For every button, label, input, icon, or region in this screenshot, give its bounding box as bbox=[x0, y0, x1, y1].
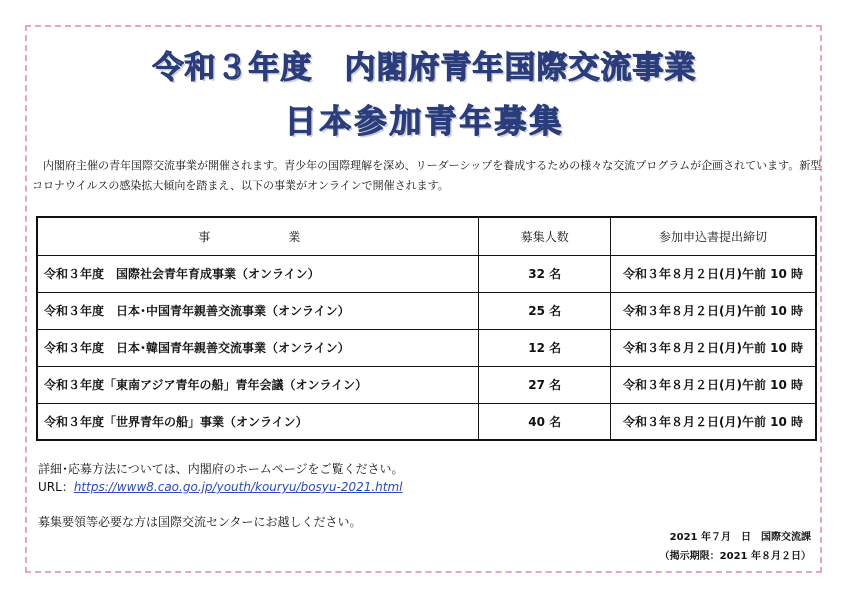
details-section bbox=[38, 460, 404, 496]
url-line bbox=[38, 478, 404, 496]
event-deadline: 令和３年８月２日(月)午前 10 時 bbox=[611, 329, 816, 366]
url-link[interactable]: https://www8.cao.go.jp/youth/kouryu/bosyu-2021.html bbox=[73, 480, 403, 494]
event-deadline: 令和３年８月２日(月)午前 10 時 bbox=[611, 366, 816, 403]
page-title: 令和３年度 内閣府青年国際交流事業 bbox=[152, 50, 697, 86]
table-header-row bbox=[37, 217, 816, 255]
header-count: 募集人数 bbox=[479, 217, 611, 255]
event-count: 25 名 bbox=[479, 292, 611, 329]
event-name: 令和３年度 日本･韓国青年親善交流事業（オンライン） bbox=[37, 329, 479, 366]
event-count: 12 名 bbox=[479, 329, 611, 366]
event-deadline: 令和３年８月２日(月)午前 10 時 bbox=[611, 255, 816, 292]
table-row bbox=[37, 366, 816, 403]
header-deadline: 参加申込書提出締切 bbox=[611, 217, 816, 255]
event-count: 32 名 bbox=[479, 255, 611, 292]
url-label: URL： bbox=[38, 480, 74, 494]
event-name: 令和３年度 国際社会青年育成事業（オンライン） bbox=[37, 255, 479, 292]
event-deadline: 令和３年８月２日(月)午前 10 時 bbox=[611, 403, 816, 440]
posting-period: （掲示期限：2021 年８月２日） bbox=[659, 551, 811, 562]
intro-paragraph: 内閣府主催の青年国際交流事業が開催されます。青少年の国際理解を深め、リーダーシップを養成するための様々な交流プログラムが企画されています。新型コロナウイルスの感染拡大傾向を踏まえ、以下の事業がオンラインで開催されます。 bbox=[32, 159, 822, 192]
contact-note: 募集要領等必要な方は国際交流センターにお越しください。 bbox=[38, 515, 362, 529]
event-count: 27 名 bbox=[479, 366, 611, 403]
table-row bbox=[37, 292, 816, 329]
events-table bbox=[36, 216, 817, 441]
event-deadline: 令和３年８月２日(月)午前 10 時 bbox=[611, 292, 816, 329]
table-row bbox=[37, 403, 816, 440]
event-name: 令和３年度 日本･中国青年親善交流事業（オンライン） bbox=[37, 292, 479, 329]
table-row bbox=[37, 255, 816, 292]
header-event: 事 業 bbox=[37, 217, 479, 255]
event-count: 40 名 bbox=[479, 403, 611, 440]
table-row bbox=[37, 329, 816, 366]
page-subtitle: 日本参加青年募集 bbox=[284, 102, 565, 140]
event-name: 令和３年度「東南アジア青年の船」青年会議（オンライン） bbox=[37, 366, 479, 403]
issue-date: 2021 年７月 日 国際交流課 bbox=[669, 532, 811, 543]
event-name: 令和３年度「世界青年の船」事業（オンライン） bbox=[37, 403, 479, 440]
details-text: 詳細･応募方法については、内閣府のホームページをご覧ください。 bbox=[38, 462, 404, 476]
